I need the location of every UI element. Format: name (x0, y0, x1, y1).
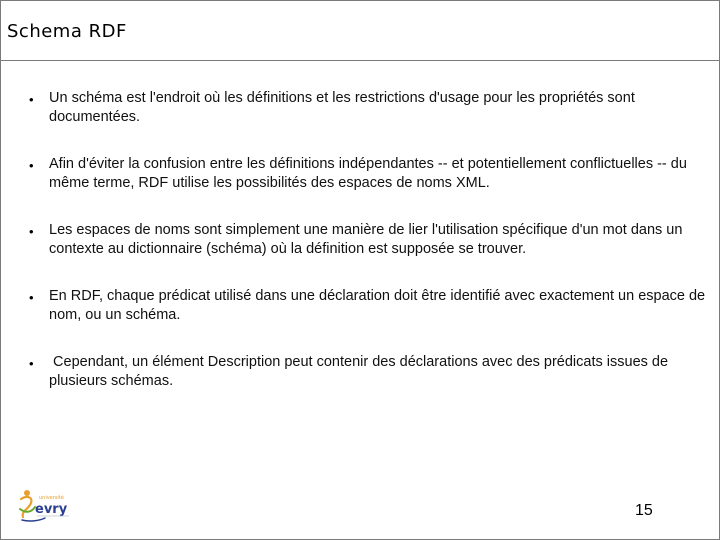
universite-evry-logo (17, 487, 77, 525)
logo-evry-text: evry (35, 502, 68, 517)
logo-small-text: université (39, 495, 64, 501)
list-item (1, 353, 719, 419)
bullet-text: Les espaces de noms sont simplement une manière de lier l'utilisation spécifique d'un mot dans un contexte au dictionnaire (schéma) où la définition est supposée se trouver. (49, 222, 683, 257)
list-item (1, 221, 719, 287)
bullet-text: Un schéma est l'endroit où les définitions et les restrictions d'usage pour les propriétés sont documentées. (49, 90, 635, 125)
bullet-text: Afin d'éviter la confusion entre les définitions indépendantes -- et potentiellement conflictuelles -- du même terme, RDF utilise les possibilités des espaces de noms XML. (49, 156, 687, 191)
logo-head (24, 490, 30, 496)
bullet-text: Cependant, un élément Description peut contenir des déclarations avec des prédicats issues de plusieurs schémas. (49, 354, 673, 389)
bullet-text: En RDF, chaque prédicat utilisé dans une déclaration doit être identifié avec exactement un espace de nom, ou un schéma. (49, 288, 706, 323)
title-bar (1, 1, 719, 61)
list-item (1, 89, 719, 155)
logo-figure-base (22, 518, 45, 521)
bullet-list (1, 89, 719, 419)
bullet-icon: • (29, 356, 34, 371)
logo-figure-arc (21, 497, 31, 517)
slide-title: Schema RDF (7, 21, 127, 42)
list-item (1, 287, 719, 353)
bullet-icon: • (29, 92, 34, 107)
list-item (1, 155, 719, 221)
bullet-icon: • (29, 224, 34, 239)
bullet-icon: • (29, 290, 34, 305)
page-number: 15 (635, 502, 653, 519)
bullet-icon: • (29, 158, 34, 173)
